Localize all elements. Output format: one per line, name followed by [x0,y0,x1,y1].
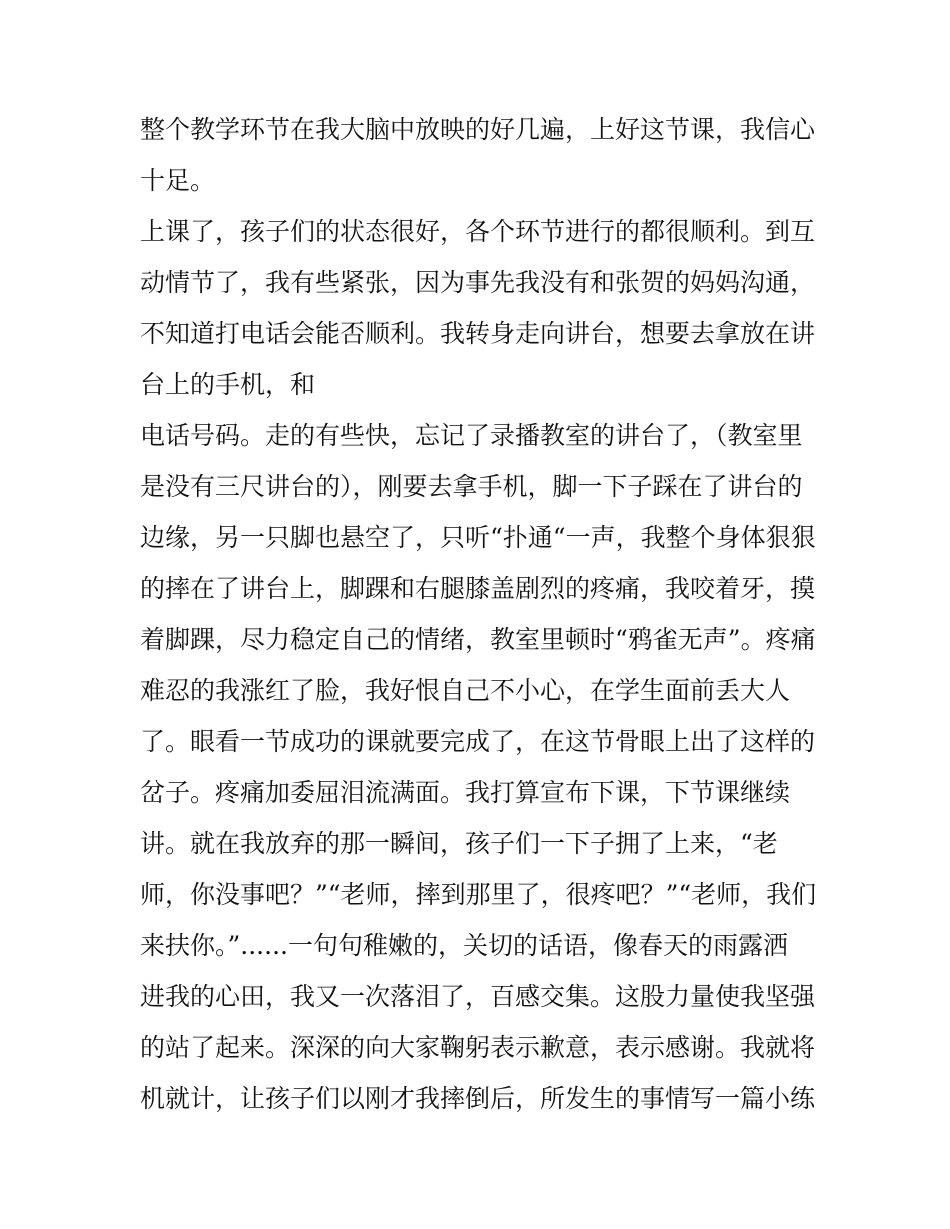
text-line: 台上的手机，和 [140,370,316,399]
text-line: 的站了起来。深深的向大家鞠躬表示歉意，表示感谢。我就将 [140,1033,816,1062]
text-line: 是没有三尺讲台的），刚要去拿手机，脚一下子踩在了讲台的 [140,472,803,501]
text-line: 进我的心田，我又一次落泪了，百感交集。这股力量使我坚强 [140,982,816,1011]
text-line: 讲。就在我放弃的那一瞬间，孩子们一下子拥了上来，“老 [140,829,778,858]
text-line: 动情节了，我有些紧张，因为事先我没有和张贺的妈妈沟通， [140,268,816,297]
text-line: 岔子。疼痛加委屈泪流满面。我打算宣布下课，下节课继续 [140,778,791,807]
text-line: 电话号码。走的有些快，忘记了录播教室的讲台了，（教室里 [140,421,803,450]
text-line: 整个教学环节在我大脑中放映的好几遍，上好这节课，我信心 [140,115,816,144]
text-line: 的摔在了讲台上，脚踝和右腿膝盖剧烈的疼痛，我咬着牙，摸 [140,574,816,603]
text-line: 不知道打电话会能否顺利。我转身走向讲台，想要去拿放在讲 [140,319,816,348]
text-line: 十足。 [140,166,216,195]
text-line: 来扶你。”......一句句稚嫩的，关切的话语，像春天的雨露洒 [140,931,788,960]
text-line: 机就计，让孩子们以刚才我摔倒后，所发生的事情写一篇小练 [140,1084,816,1113]
text-line: 了。眼看一节成功的课就要完成了，在这节骨眼上出了这样的 [140,727,816,756]
text-line: 着脚踝，尽力稳定自己的情绪，教室里顿时“鸦雀无声”。疼痛 [140,625,816,654]
text-line: 上课了，孩子们的状态很好，各个环节进行的都很顺利。到互 [140,217,816,246]
text-line: 边缘，另一只脚也悬空了，只听“扑通“一声，我整个身体狠狠 [140,523,816,552]
text-line: 师，你没事吧？”“老师，摔到那里了，很疼吧？”“老师，我们 [140,880,817,909]
body-text [140,104,820,1124]
text-line: 难忍的我涨红了脸，我好恨自己不小心，在学生面前丢大人 [140,676,791,705]
